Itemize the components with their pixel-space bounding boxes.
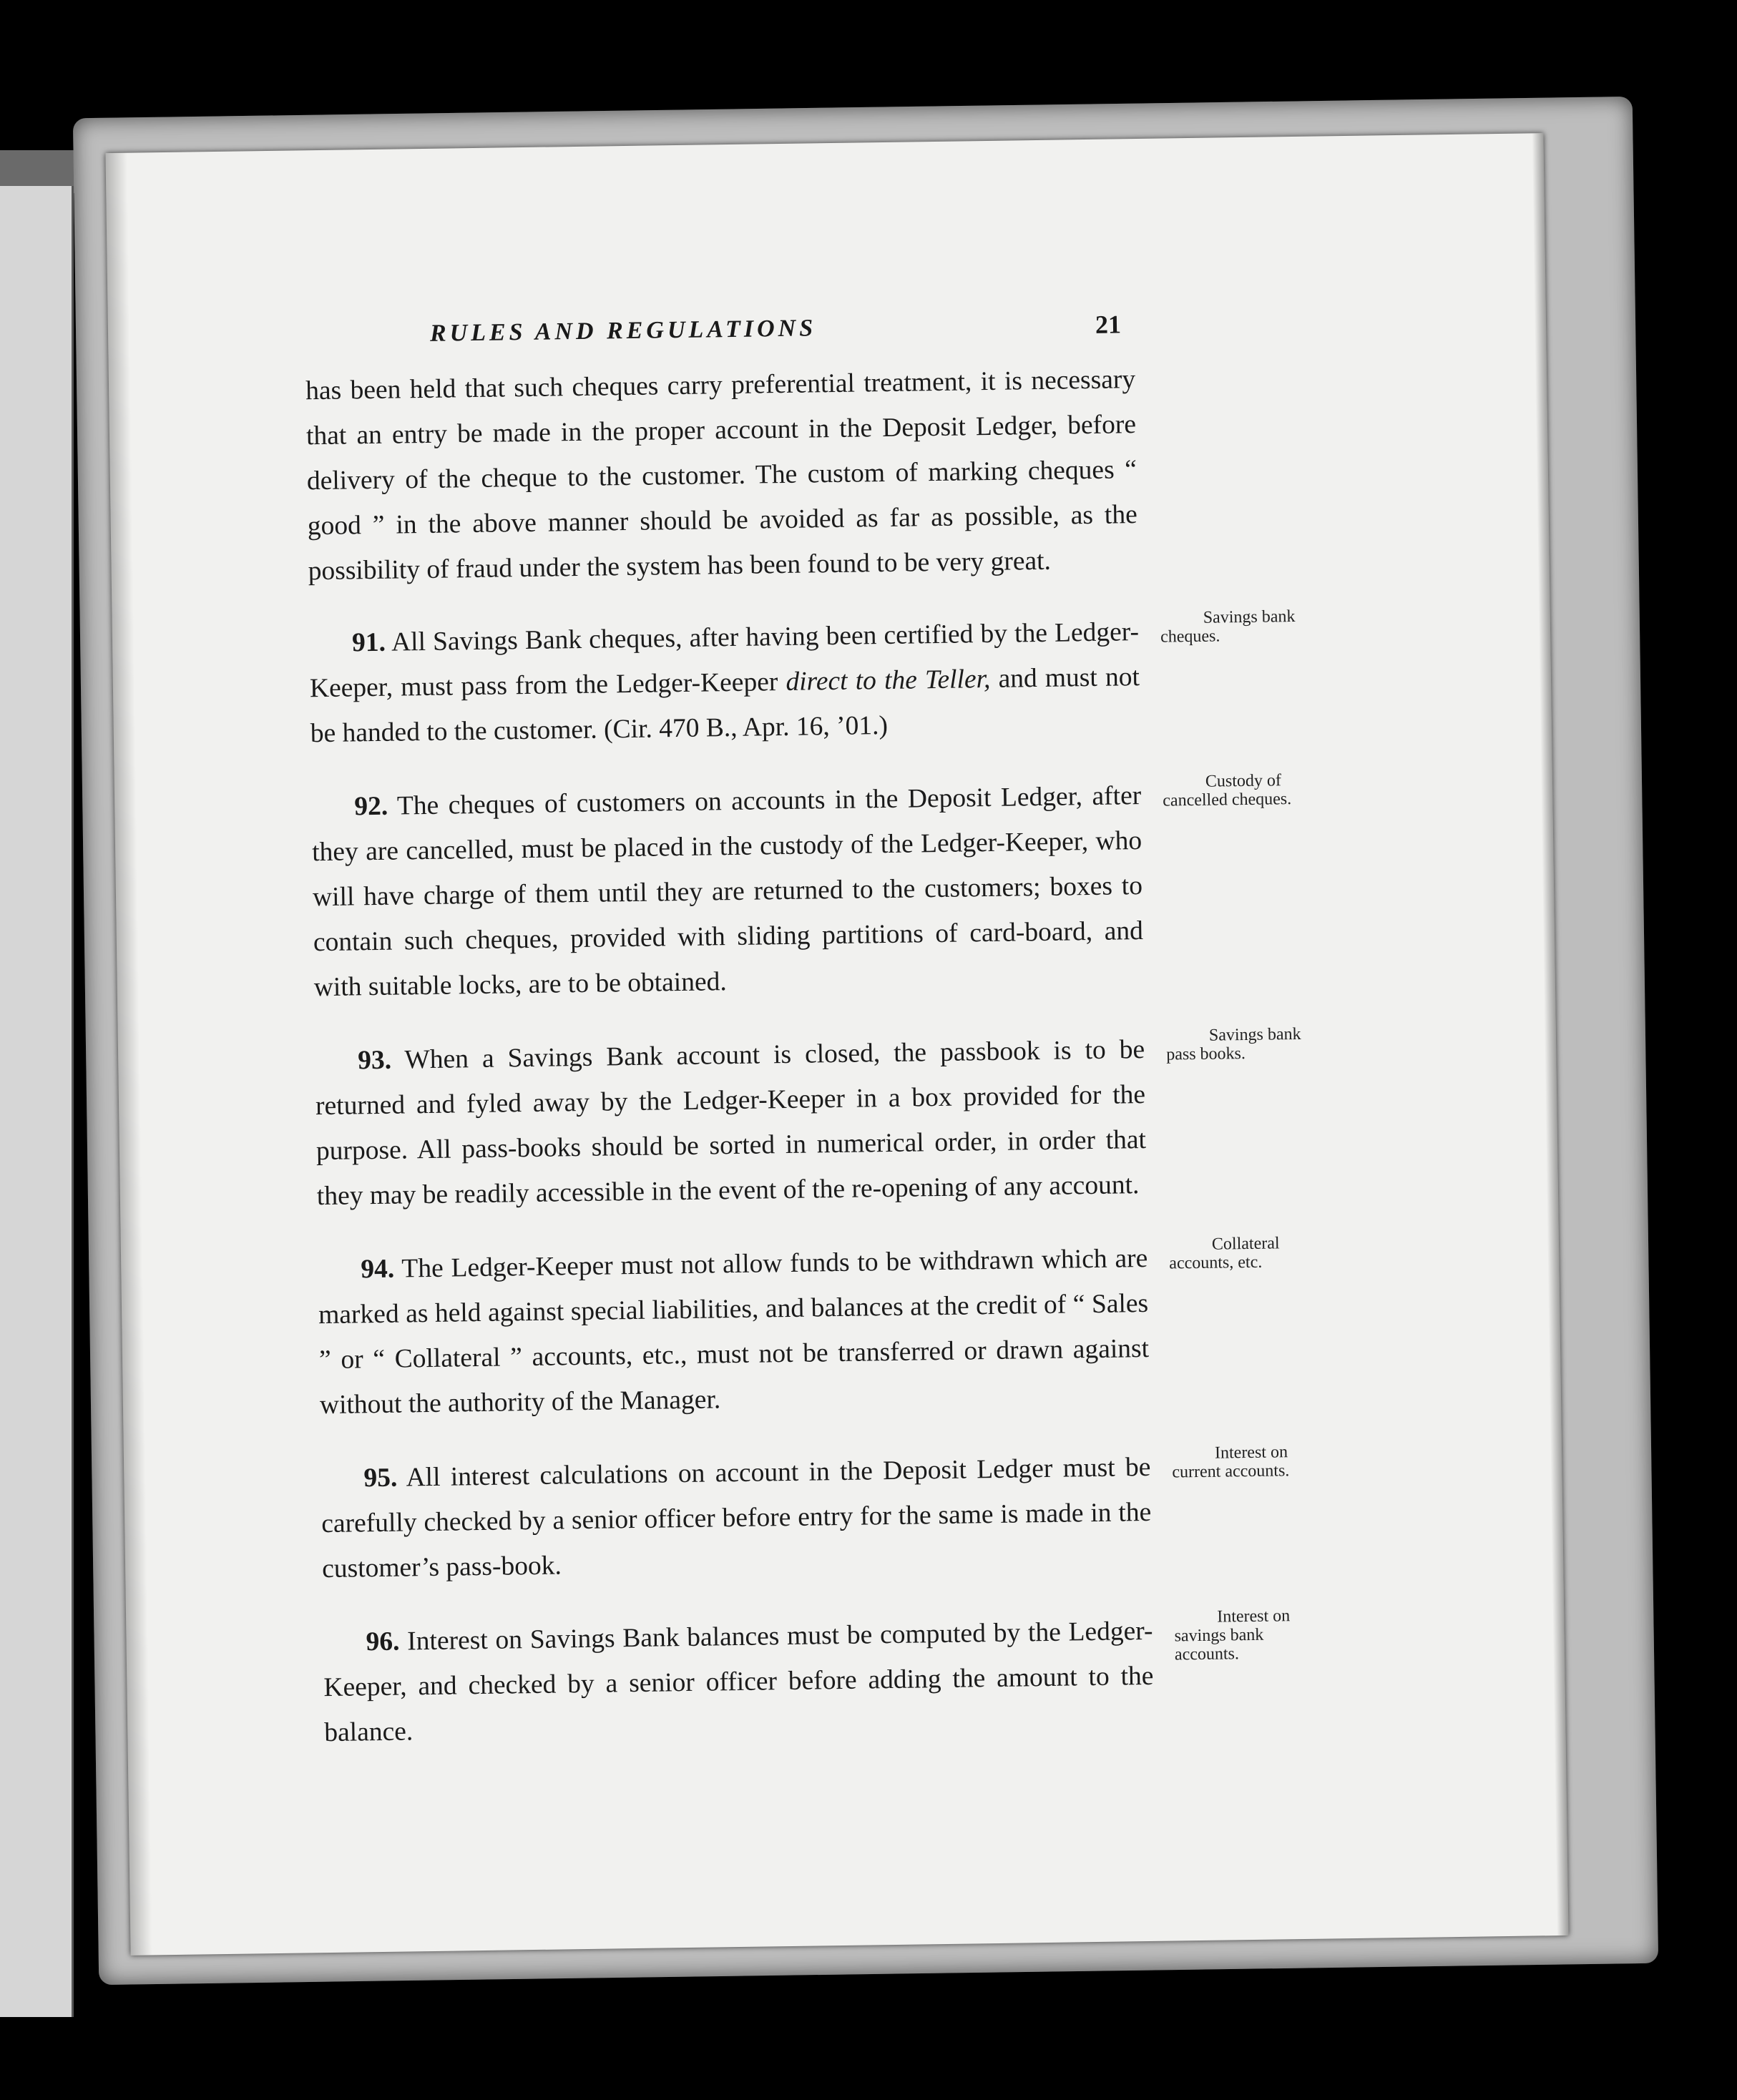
- rule-91: [309, 607, 1296, 756]
- rule-text: Interest on Savings Bank balances must be computed by the Ledger-Keeper, and checked by a senior officer before adding the amount to the balance.: [323, 1616, 1154, 1748]
- sidenote: Savings bank pass books.: [1166, 1024, 1301, 1064]
- rule-text: All Savings Bank cheques, after having been certified by the Ledger-Keeper, must pass from the Ledger-Keeper: [309, 617, 1140, 704]
- sidenote: Savings bank cheques.: [1160, 607, 1296, 647]
- running-head: RULES AND REGULATIONS: [429, 315, 817, 347]
- body-text: [305, 357, 1301, 1784]
- rule-text: All interest calculations on account in the Deposit Ledger must be carefully checked by a senior officer before entry for the same is made in the customer’s pass-book.: [321, 1452, 1152, 1584]
- rule-text: The Ledger-Keeper must not allow funds to be withdrawn which are marked as held against special liabilities, and balances at the credit of “ Sales ” or “ Collateral ” accounts, etc., must not be transferred or drawn against without the authority of the Manager.: [318, 1243, 1150, 1421]
- rule-number: 91.: [351, 627, 386, 658]
- sidenote: Interest on savings bank accounts.: [1174, 1606, 1291, 1664]
- rule-92: [311, 771, 1292, 1010]
- sidenote: Custody of cancelled cheques.: [1163, 771, 1292, 810]
- rule-italic-text: direct to the Teller,: [786, 664, 991, 697]
- rule-94: [318, 1234, 1280, 1428]
- rule-93: [315, 1024, 1301, 1219]
- rule-96: [323, 1606, 1291, 1755]
- rule-text: When a Savings Bank account is closed, the passbook is to be returned and fyled away by the Ledger-Keeper in a box provided for the purpose. All pass-books should be sorted in numerical order, in order that they may be readily accessible in the event of the re-opening of any account.: [315, 1034, 1147, 1212]
- previous-page-edge: [0, 186, 74, 2017]
- rule-95: [321, 1443, 1290, 1591]
- rule-number: 94.: [361, 1254, 395, 1285]
- continuation-paragraph: has been held that such cheques carry preferential treatment, it is necessary that an entry be made in the proper account in the Deposit Ledger, before delivery of the cheque to the customer. The custom of marking cheques “ good ” in the above manner should be avoided as far as possible, as the possibility of fraud under the system has been found to be very great.: [305, 365, 1137, 587]
- rule-number: 93.: [357, 1045, 392, 1076]
- rule-number: 95.: [363, 1463, 398, 1493]
- rule-text: The cheques of customers on accounts in the Deposit Ledger, after they are cancelled, must be placed in the custody of the Ledger-Keeper, who will have charge of them until they are returned to the customers; boxes to contain such cheques, provided with sliding partitions of card-board, and with suitable locks, are to be obtained.: [311, 781, 1144, 1003]
- rule-text-end: and must not be handed to the customer. (Cir. 470 B., Apr. 16, ’01.): [310, 662, 1140, 749]
- rule-number: 92.: [354, 791, 388, 822]
- sidenote: Collateral accounts, etc.: [1169, 1234, 1280, 1273]
- book-page: [106, 133, 1569, 1956]
- rule-number: 96.: [366, 1626, 400, 1657]
- sidenote: Interest on current accounts.: [1172, 1443, 1290, 1482]
- page-number: 21: [1095, 310, 1122, 339]
